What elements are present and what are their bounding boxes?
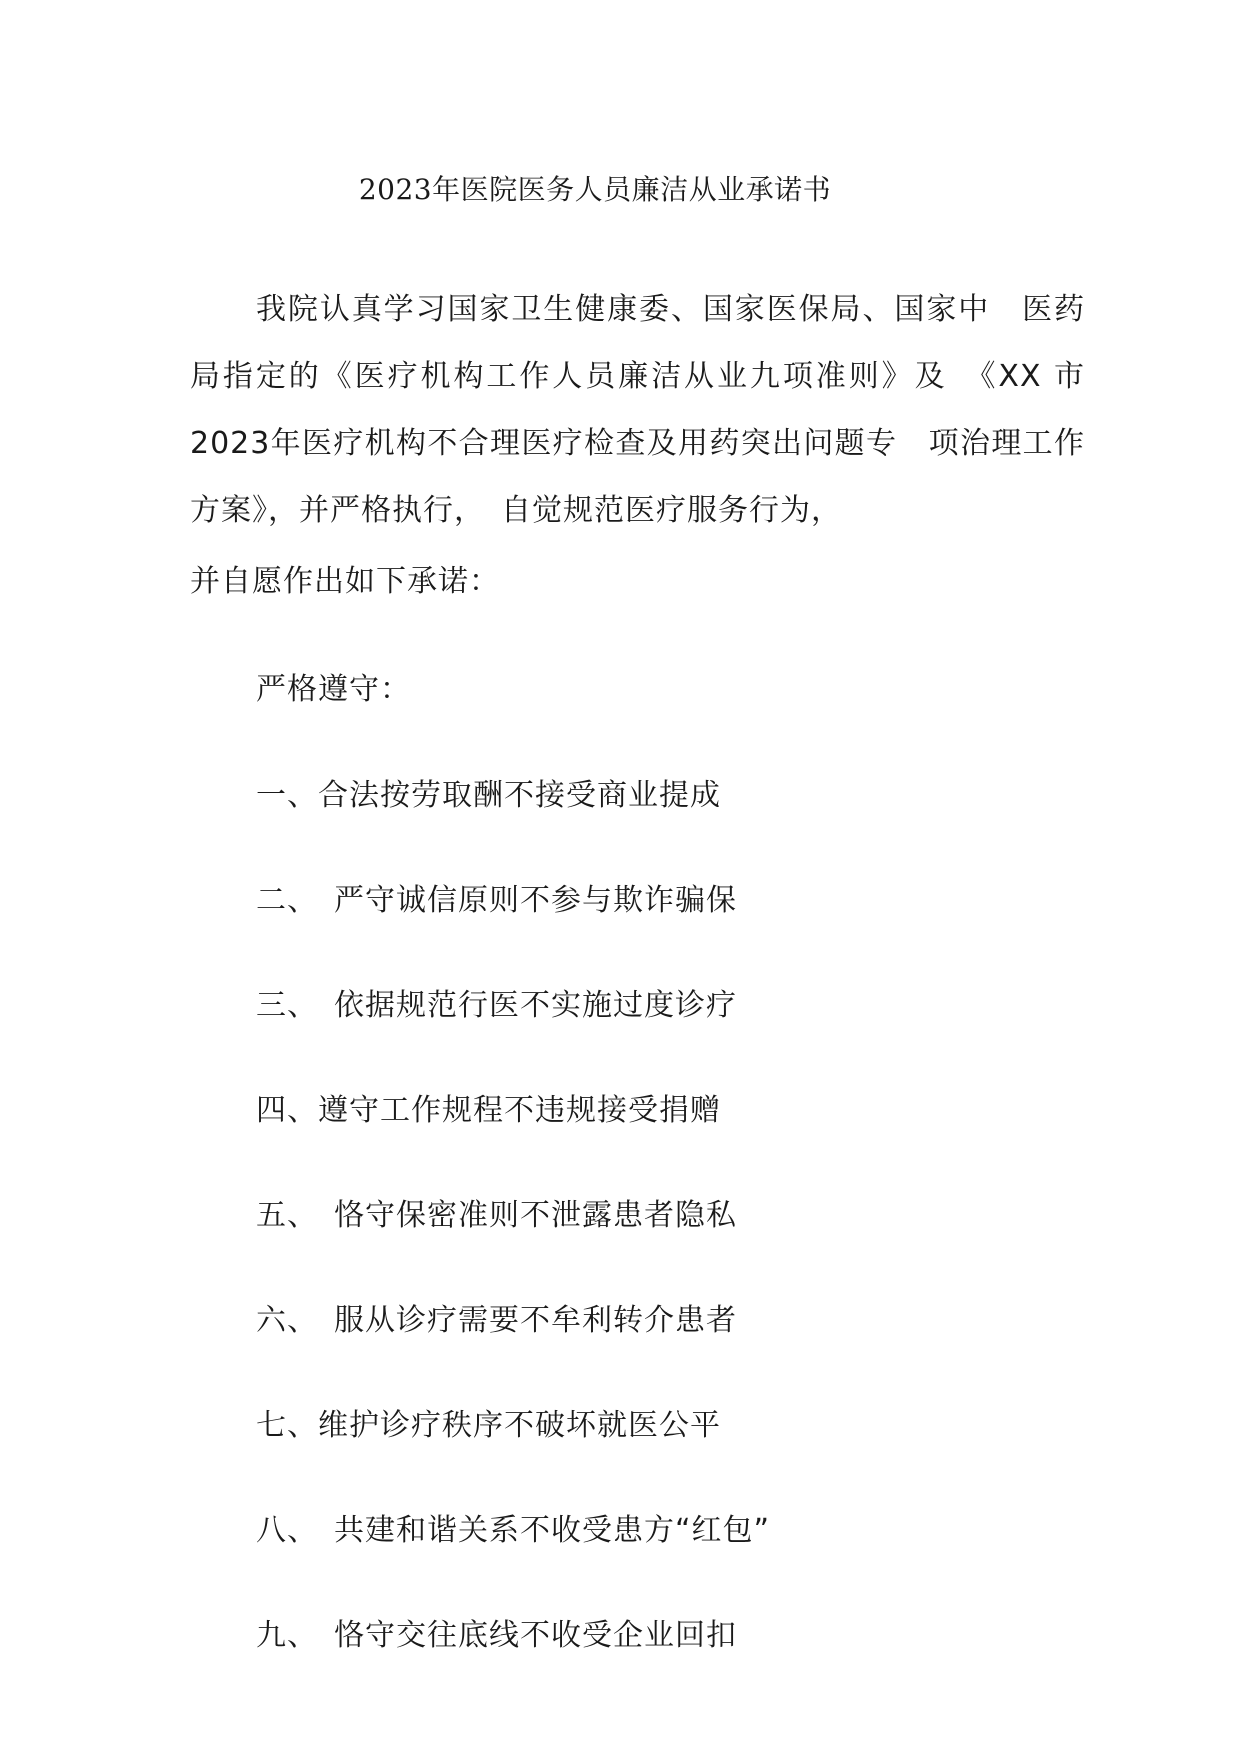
item-number: 三、 [256,988,318,1023]
item-text: 依据规范行医不实施过度诊疗 [334,988,737,1023]
item-number: 六、 [256,1303,318,1338]
item-number: 一、 [256,778,318,813]
item-number: 五、 [256,1198,318,1233]
item-text: 恪守保密准则不泄露患者隐私 [334,1198,737,1233]
item-text: 维护诊疗秩序不破坏就医公平 [318,1408,721,1443]
list-item [256,881,770,986]
item-text: 遵守工作规程不违规接受捐赠 [318,1093,721,1128]
item-text: 恪守交往底线不收受企业回扣 [334,1618,737,1653]
list-item [256,1511,770,1616]
item-text: 服从诊疗需要不牟利转介患者 [334,1303,737,1338]
list-item [256,1616,770,1721]
intro-paragraph: 我院认真学习国家卫生健康委、国家医保局、国家中 医药局指定的《医疗机构工作人员廉洁从业九项准则》及 《XX 市 2023年医疗机构不合理医疗检查及用药突出问题专 项治理工作方案》，并严格执行， 自觉规范医疗服务行为， [190,292,1085,528]
item-number: 七、 [256,1408,318,1443]
item-number: 八、 [256,1513,318,1548]
list-item [256,1406,770,1511]
item-number: 二、 [256,883,318,918]
item-text: 严守诚信原则不参与欺诈骗保 [334,883,737,918]
list-item [256,1091,770,1196]
item-number: 九、 [256,1618,318,1653]
list-item [256,776,770,881]
list-item [256,1301,770,1406]
commitment-list [256,776,770,1721]
list-item [256,986,770,1091]
item-number: 四、 [256,1093,318,1128]
intro-paragraph-end: 并自愿作出如下承诺： [190,564,500,599]
item-text: 共建和谐关系不收受患方“红包” [334,1513,771,1548]
commitment-subheading: 严格遵守： [256,672,411,707]
list-item [256,1196,770,1301]
item-text: 合法按劳取酬不接受商业提成 [318,778,721,813]
document-title: 2023年医院医务人员廉洁从业承诺书 [358,173,832,206]
